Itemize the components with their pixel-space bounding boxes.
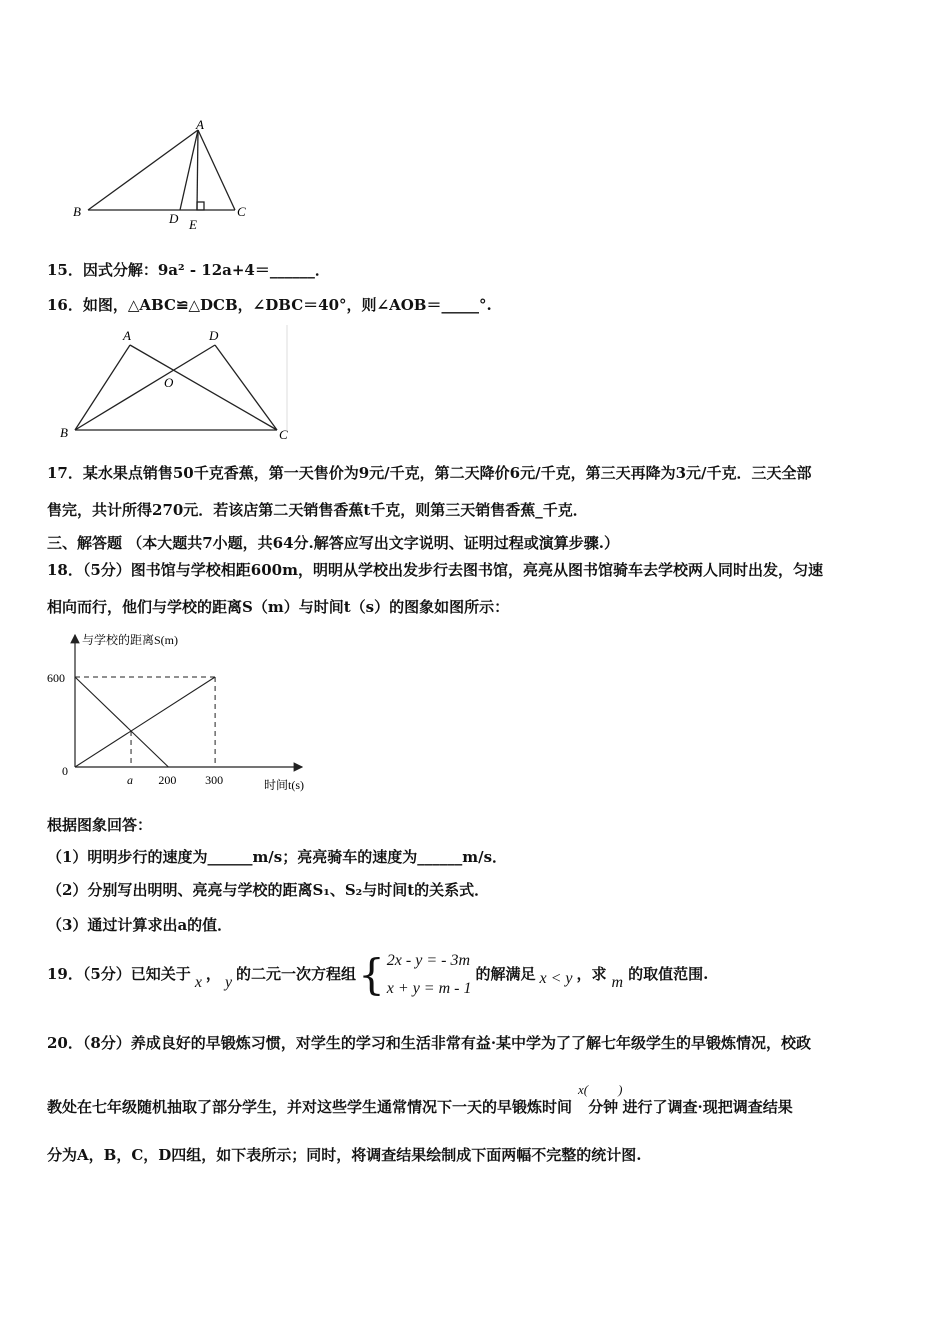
var-m: m	[611, 974, 624, 991]
question-16: 16．如图，△ABC≌△DCB，∠DBC＝40°，则∠AOB＝_____°.	[47, 296, 492, 314]
triangle-figure-abc-altitude	[0, 110, 300, 240]
series-line-1	[75, 677, 168, 767]
unit-minutes: 分钟	[588, 1098, 619, 1116]
q18-sub1: （1）明明步行的速度为______m/s；亮亮骑车的速度为______m/s．	[47, 848, 508, 866]
section-3-heading: 三、解答题 （本大题共7小题，共64分.解答应写出文字说明、证明过程或演算步骤.）	[47, 534, 619, 552]
vertex-label-o: O	[164, 375, 174, 390]
comma: ，	[205, 965, 221, 983]
question-17-line2: 售完，共计所得270元．若该店第二天销售香蕉t千克，则第三天销售香蕉_千克．	[47, 501, 588, 519]
vertex-label-a: A	[196, 117, 204, 132]
vertex-label-d: D	[169, 211, 179, 226]
q19-cond-pre: 的解满足	[475, 965, 536, 983]
question-20-line2	[47, 1082, 793, 1118]
vertex-label-b: B	[60, 425, 68, 440]
vertex-label-c: C	[237, 204, 246, 219]
origin-label: 0	[62, 764, 68, 778]
condition: x < y	[539, 970, 573, 987]
equation-system	[358, 947, 471, 1003]
question-18-line2: 相向而行，他们与学校的距离S（m）与时间t（s）的图象如图所示：	[47, 598, 510, 616]
congruent-triangles-figure	[0, 320, 300, 450]
question-15: 15．因式分解：9a² - 12a+4＝______．	[47, 261, 330, 279]
q18-answer-intro: 根据图象回答：	[47, 816, 153, 834]
question-20-line3: 分为A，B，C，D四组，如下表所示；同时，将调查结果绘制成下面两幅不完整的统计图.	[47, 1146, 642, 1164]
q19-prefix: 19．（5分）已知关于	[47, 965, 191, 983]
vertex-label-a: A	[123, 328, 131, 343]
x-tick-label-300: 300	[205, 773, 224, 787]
vertex-label-e: E	[189, 217, 197, 232]
x-tick-label-a: a	[127, 773, 134, 787]
q19-suffix: 的取值范围.	[628, 965, 709, 983]
equation-2: x + y = m - 1	[386, 980, 472, 997]
q20-line2-pre: 教处在七年级随机抽取了部分学生，并对这些学生通常情况下一天的早锻炼时间	[47, 1098, 573, 1116]
q18-sub3: （3）通过计算求出a的值．	[47, 916, 233, 934]
x-axis-label: 时间t(s)	[264, 778, 304, 792]
brace-icon: {	[358, 950, 385, 999]
question-20-line1: 20．（8分）养成良好的早锻炼习惯，对学生的学习和生活非常有益·某中学为了了解七年级学生的早锻炼情况，校政	[47, 1034, 812, 1052]
var-y: y	[224, 974, 233, 991]
vertex-label-b: B	[73, 204, 81, 219]
question-19	[47, 947, 708, 1003]
q19-cond-post: ，求	[576, 965, 607, 983]
distance-time-graph	[40, 625, 330, 800]
q18-sub2: （2）分别写出明明、亮亮与学校的距离S₁、S₂与时间t的关系式．	[47, 881, 490, 899]
var-x: x(	[578, 1082, 589, 1097]
q19-mid: 的二元一次方程组	[236, 965, 357, 983]
y-tick-label-600: 600	[47, 671, 65, 685]
equation-1: 2x - y = - 3m	[386, 952, 471, 969]
question-17-line1: 17．某水果点销售50千克香蕉，第一天售价为9元/千克，第二天降价6元/千克，第三天再降为3元/千克．三天全部	[47, 464, 812, 482]
close-paren: )	[618, 1082, 623, 1097]
vertex-label-d: D	[209, 328, 219, 343]
series-line-0	[75, 677, 215, 767]
vertex-label-c: C	[279, 427, 288, 442]
y-axis-label: 与学校的距离S(m)	[82, 633, 179, 647]
var-x: x	[194, 974, 202, 991]
x-tick-label-200: 200	[158, 773, 177, 787]
q20-line2-post: 进行了调查·现把调查结果	[622, 1098, 793, 1116]
question-18-line1: 18．（5分）图书馆与学校相距600m，明明从学校出发步行去图书馆，亮亮从图书馆骑车去学校两人同时出发，匀速	[47, 561, 823, 579]
